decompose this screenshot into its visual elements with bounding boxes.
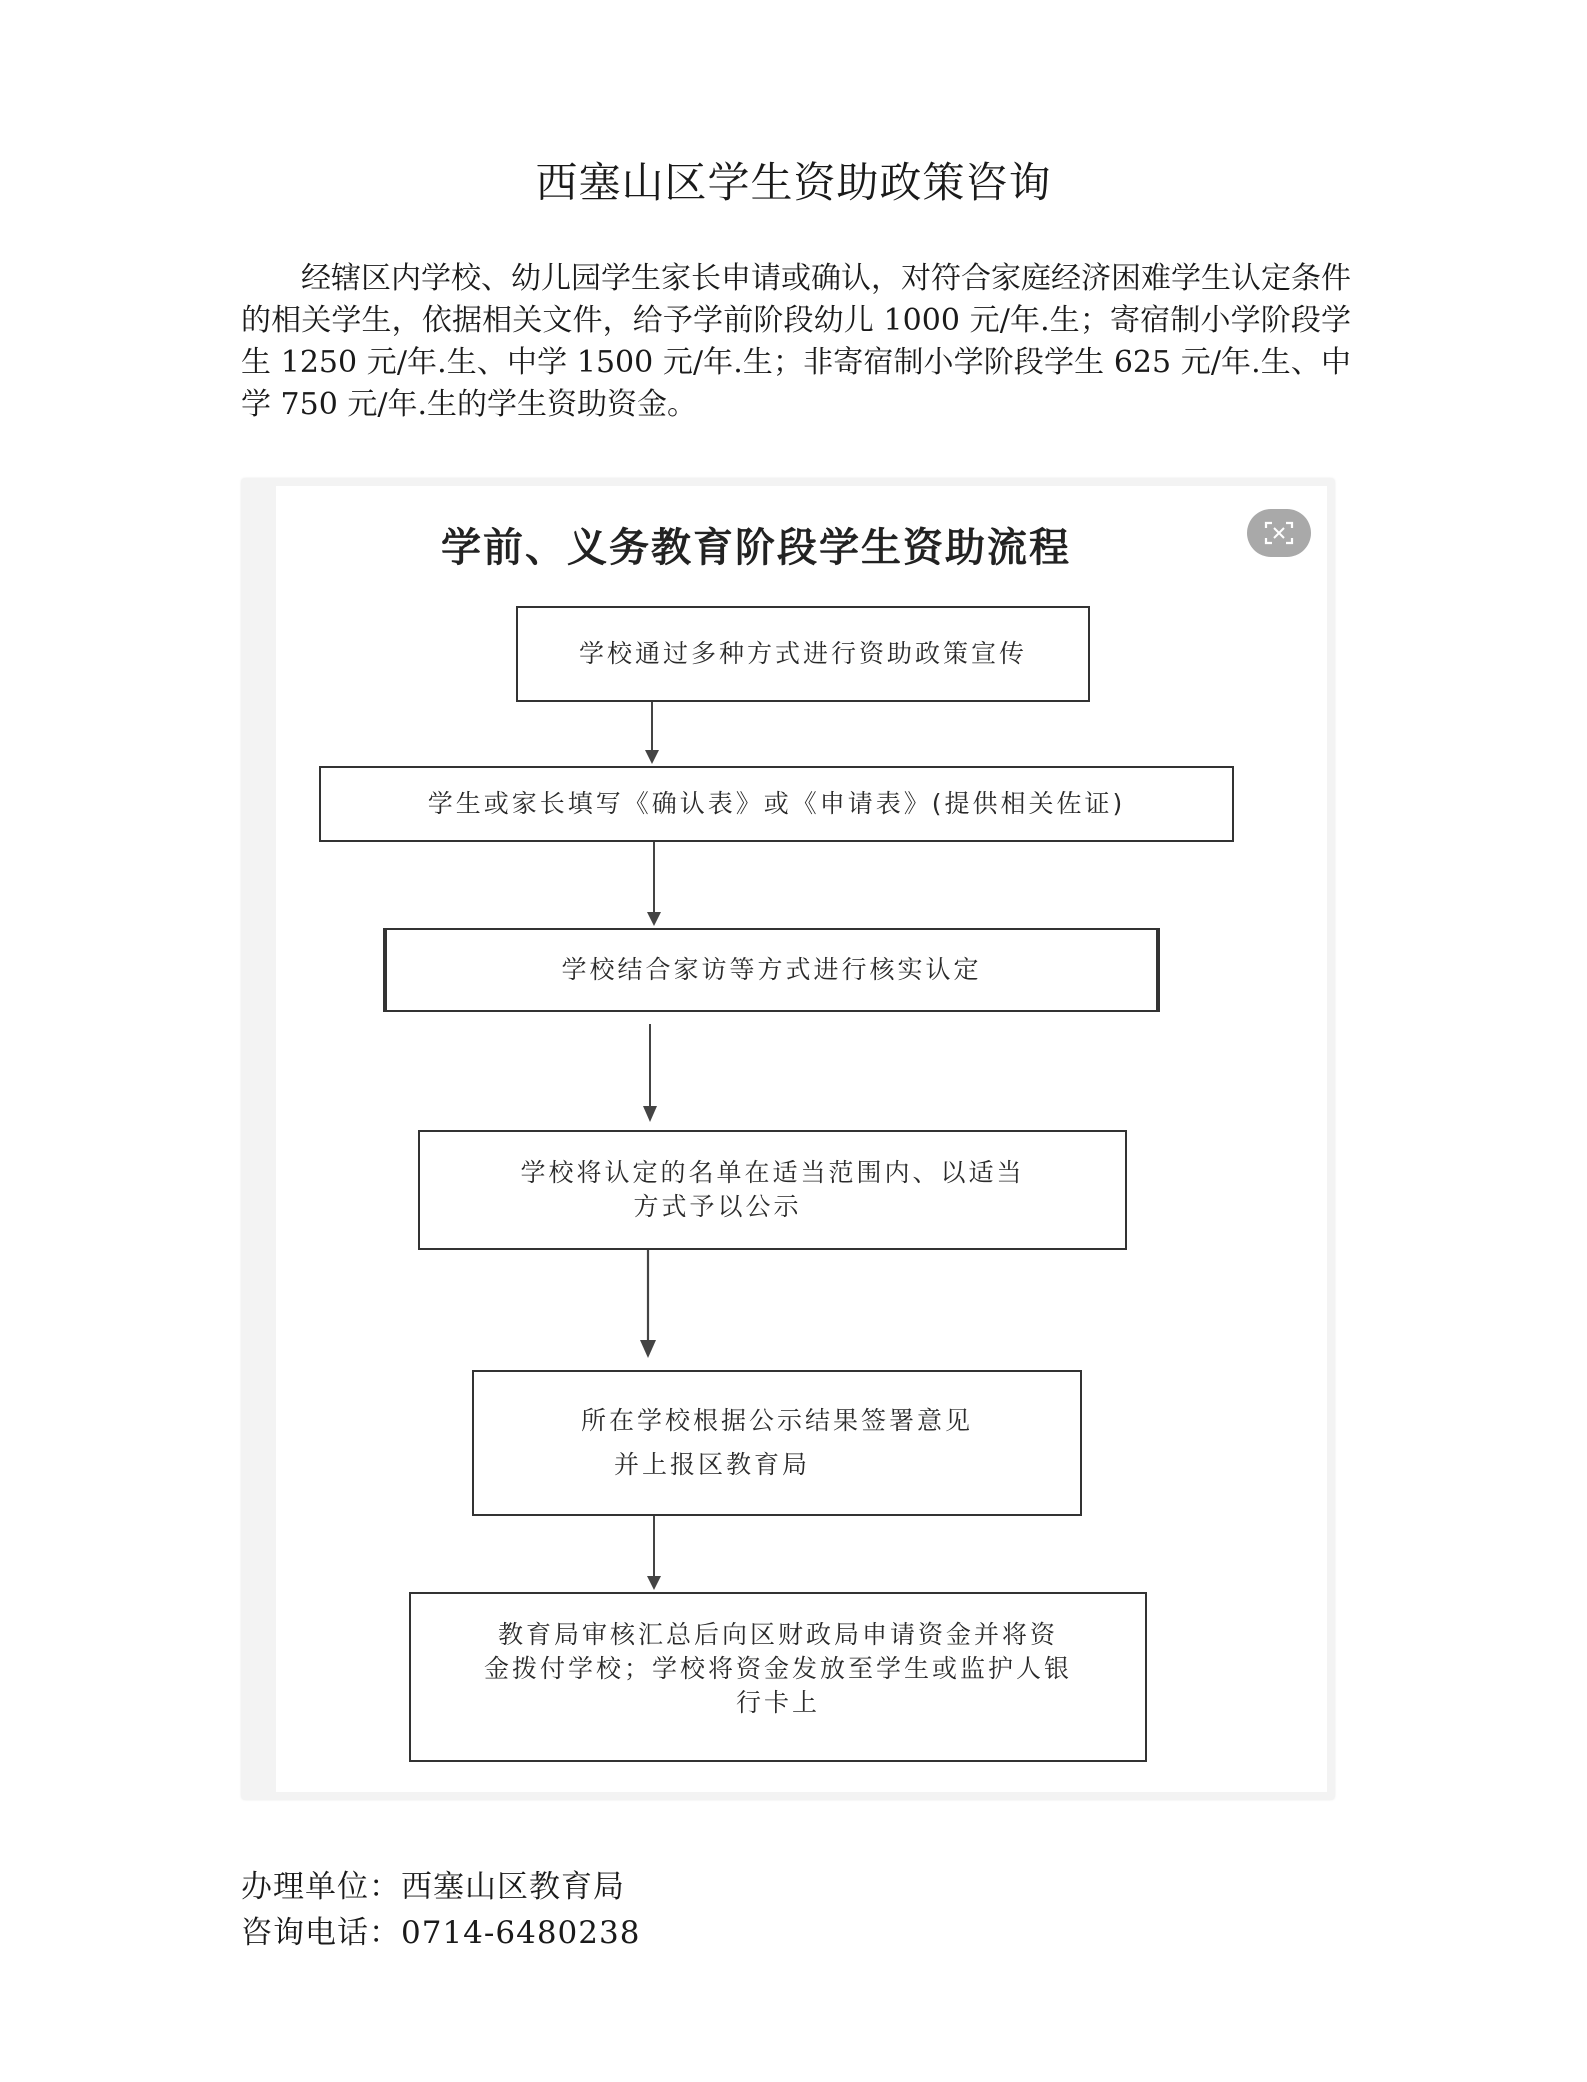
flow-step-5-line2: 并上报区教育局 <box>613 1450 810 1479</box>
flow-step-6-text <box>484 1618 1072 1720</box>
flow-step-1 <box>516 606 1090 702</box>
flowchart-title: 学前、义务教育阶段学生资助流程 <box>441 525 1071 571</box>
document-title: 西塞山区学生资助政策咨询 <box>535 158 1052 207</box>
footer-unit-value: 西塞山区教育局 <box>401 1869 625 1905</box>
flow-step-4-line1: 学校将认定的名单在适当范围内、以适当 <box>520 1158 1025 1187</box>
flow-step-2-text: 学生或家长填写《确认表》或《申请表》(提供相关佐证) <box>427 789 1126 818</box>
zoom-button[interactable] <box>1247 509 1311 557</box>
flow-arrow-3 <box>640 1024 660 1124</box>
footer-phone-value: 0714-6480238 <box>401 1915 641 1951</box>
flow-step-4 <box>418 1130 1127 1250</box>
flow-step-6-line1: 教育局审核汇总后向区财政局申请资金并将资 <box>497 1620 1058 1649</box>
footer-unit <box>241 1866 625 1908</box>
footer-unit-label: 办理单位： <box>241 1869 401 1905</box>
flow-arrow-1 <box>642 702 662 766</box>
flow-step-1-text: 学校通过多种方式进行资助政策宣传 <box>578 639 1027 668</box>
footer-phone <box>241 1912 640 1954</box>
flow-arrow-2 <box>644 842 664 928</box>
flow-arrow-5 <box>644 1516 664 1592</box>
flow-step-4-text <box>520 1156 1024 1224</box>
flow-step-5 <box>472 1370 1082 1516</box>
flow-arrow-4 <box>638 1250 658 1360</box>
footer-phone-label: 咨询电话： <box>241 1915 401 1951</box>
flow-step-3 <box>383 928 1160 1012</box>
flow-step-6-line2: 金拨付学校；学校将资金发放至学生或监护人银 <box>483 1654 1072 1683</box>
flow-step-5-line1: 所在学校根据公示结果签署意见 <box>580 1406 973 1435</box>
flowchart-figure <box>241 478 1335 1800</box>
flow-step-4-line2: 方式予以公示 <box>633 1192 802 1221</box>
flowchart-canvas <box>276 486 1327 1792</box>
flow-step-5-text <box>581 1404 973 1482</box>
scan-icon <box>1264 520 1294 546</box>
flow-step-6-line3: 行卡上 <box>735 1688 820 1717</box>
flow-step-2 <box>319 766 1234 842</box>
flow-step-3-text: 学校结合家访等方式进行核实认定 <box>561 955 982 984</box>
intro-paragraph: 经辖区内学校、幼儿园学生家长申请或确认，对符合家庭经济困难学生认定条件的相关学生，依据相关文件，给予学前阶段幼儿 1000 元/年.生；寄宿制小学阶段学生 1250 元/年.生、中学 1500 元/年.生；非寄宿制小学阶段学生 625 元/年.生、中学 750 元/年.生的学生资助资金。 <box>241 261 1351 422</box>
flow-step-6 <box>409 1592 1147 1762</box>
